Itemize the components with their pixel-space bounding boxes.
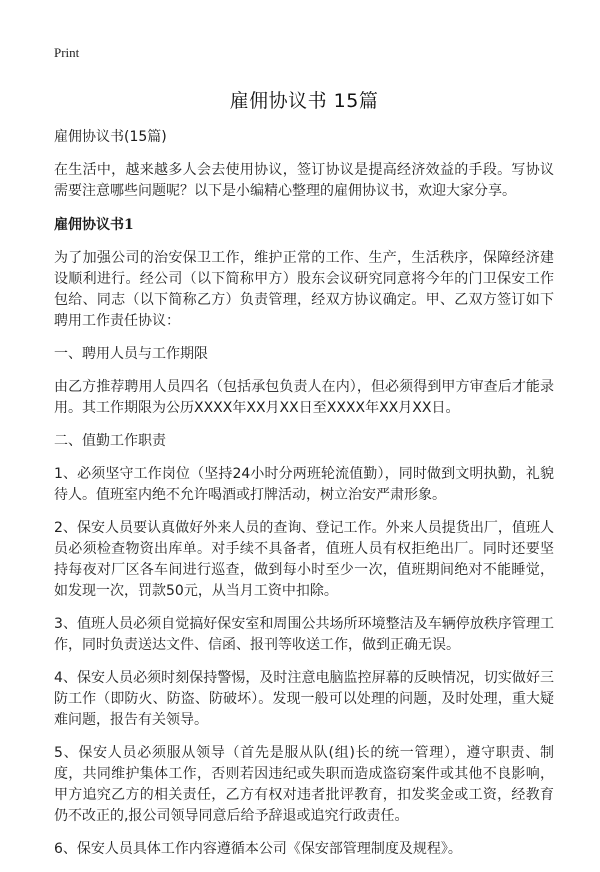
personnel-term-paragraph: 由乙方推荐聘用人员四名（包括承包负责人在内），但必须得到甲方审查后才能录用。其工作期限为公历XXXX年XX月XX日至XXXX年XX月XX日。 — [54, 379, 554, 416]
document-page — [54, 44, 554, 872]
duty-item-1: 1、必须坚守工作岗位（坚持24小时分两班轮流值勤），同时做到文明执勤，礼貌待人。值班室内绝不允许喝酒或打牌活动，树立治安严肃形象。 — [54, 466, 554, 503]
heading-duty-responsibilities: 二、值勤工作职责 — [54, 433, 166, 449]
duty-item-5: 5、保安人员必须服从领导（首先是服从队(组)长的统一管理），遵守职责、制度，共同维护集体工作，否则若因违纪或失职而造成盗窃案件或其他不良影响，甲方追究乙方的相关责任，乙方有权对违者批评教育，扣发奖金或工资，经教育仍不改正的,报公司领导同意后给予辞退或追究行政责任。 — [54, 745, 554, 824]
duty-item-6: 6、保安人员具体工作内容遵循本公司《保安部管理制度及规程》。 — [54, 841, 462, 857]
page-title: 雇佣协议书 15篇 — [229, 90, 379, 112]
section-title: 雇佣协议书1 — [54, 217, 134, 233]
duty-item-2: 2、保安人员要认真做好外来人员的查询、登记工作。外来人员提货出厂，值班人员必须检查物资出库单。对手续不具备者，值班人员有权拒绝出厂。同时还要坚持每夜对厂区各车间进行巡查，做到每小时至少一次，值班期间绝对不能睡觉，如发现一次，罚款50元，从当月工资中扣除。 — [54, 520, 554, 599]
preamble-paragraph: 为了加强公司的治安保卫工作，维护正常的工作、生产，生活秩序，保障经济建设顺利进行。经公司（以下简称甲方）股东会议研究同意将今年的门卫保安工作包给、同志（以下简称乙方）负责管理，经双方协议确定。甲、乙双方签订如下聘用工作责任协议： — [54, 250, 554, 329]
print-label[interactable]: Print — [54, 45, 80, 60]
heading-personnel-term: 一、聘用人员与工作期限 — [54, 346, 208, 362]
intro-paragraph: 在生活中，越来越多人会去使用协议，签订协议是提高经济效益的手段。写协议需要注意哪些问题呢？以下是小编精心整理的雇佣协议书，欢迎大家分享。 — [54, 162, 554, 199]
duty-item-3: 3、值班人员必须自觉搞好保安室和周围公共场所环境整洁及车辆停放秩序管理工作，同时负责送达文件、信函、报刊等收送工作，做到正确无误。 — [54, 616, 554, 653]
document-subtitle: 雇佣协议书(15篇) — [54, 129, 167, 145]
duty-item-4: 4、保安人员必须时刻保持警惕，及时注意电脑监控屏幕的反映情况，切实做好三防工作（即防火、防盗、防破坏）。发现一般可以处理的问题，及时处理，重大疑难问题，报告有关领导。 — [54, 670, 554, 728]
